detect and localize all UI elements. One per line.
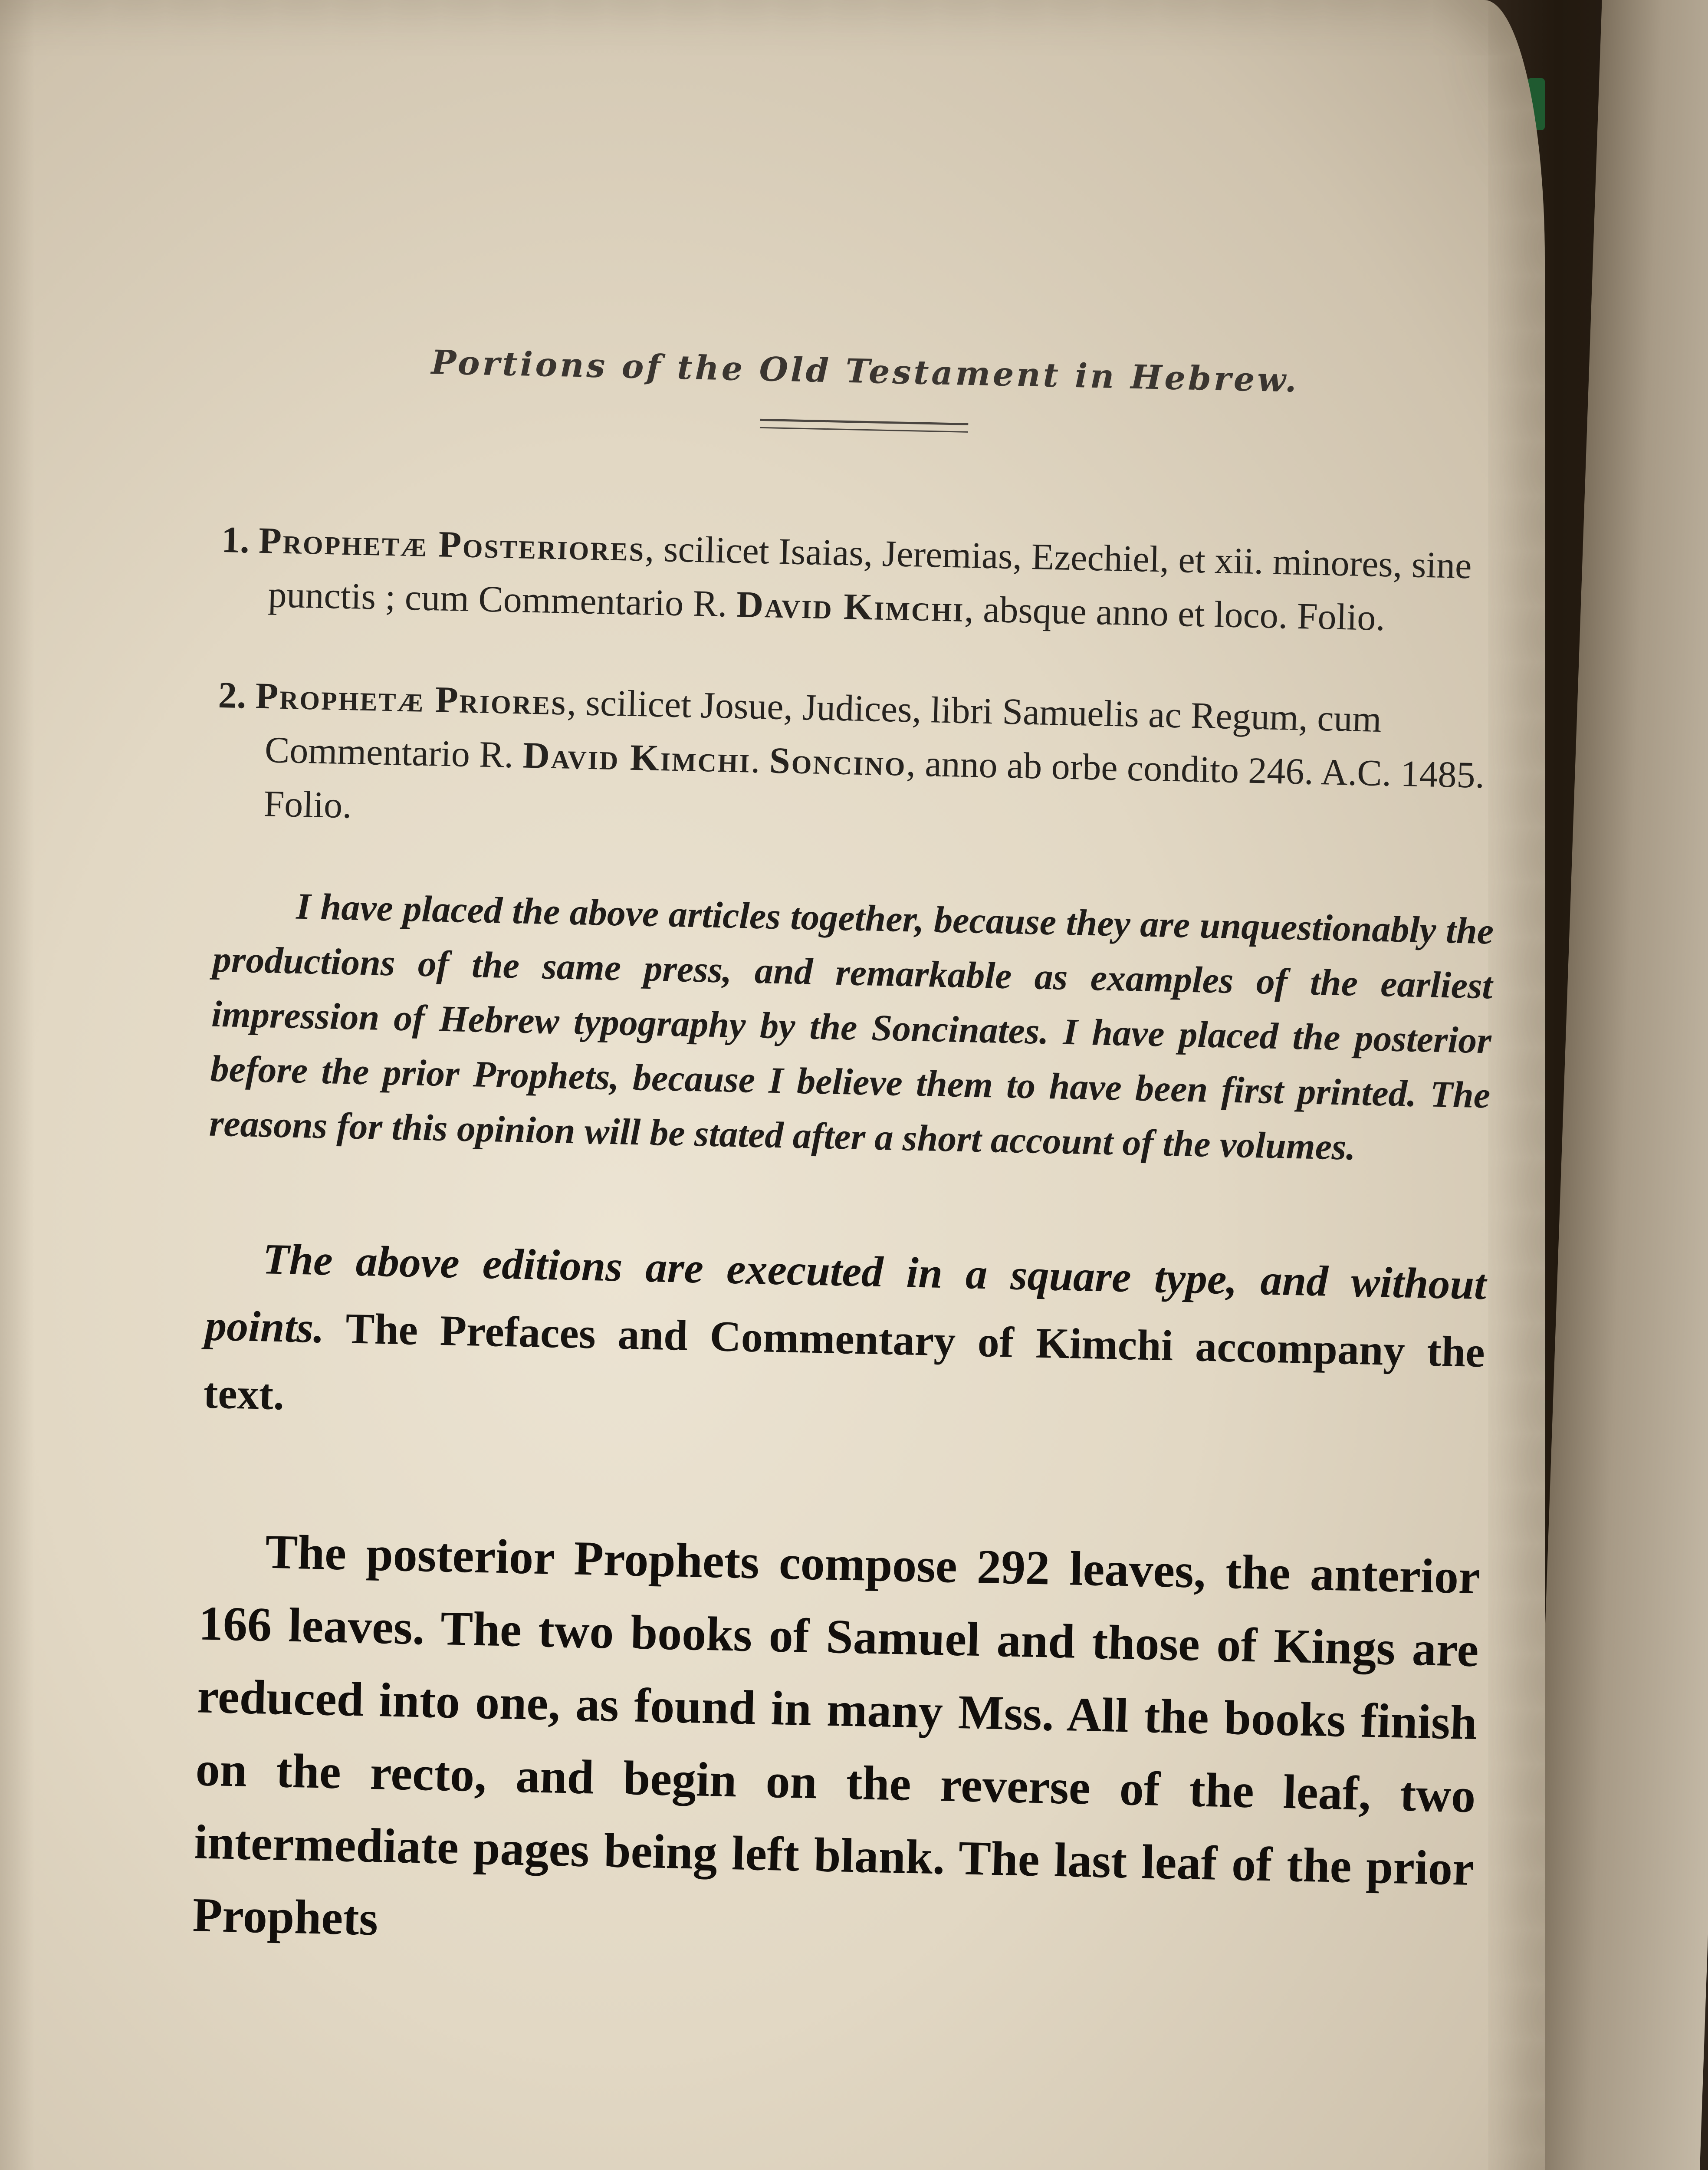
paragraph-text: The reasons for this opinion will be stated after a short account of the volumes. xyxy=(209,1072,1491,1168)
commentary-paragraph: The posterior Prophets compose 292 leaves, the anterior 166 leaves. The two books of Samuel and those of Kings are reduced into one, as found in many Mss. All the books finish on the recto, and begin on the reverse of the leaf, two intermediate pages being left blank. The last leaf of the prior Prophets xyxy=(192,1525,1481,1946)
catalog-entry xyxy=(215,668,1498,856)
heading-rule xyxy=(760,419,968,433)
entry-number: 2. xyxy=(217,674,247,717)
catalog-entry xyxy=(220,513,1502,647)
paragraph-text: The Prefaces and Commentary of Kimchi accompany the text. xyxy=(203,1304,1485,1419)
entry-text: . xyxy=(750,739,770,781)
commentary-paragraph xyxy=(209,877,1494,1177)
entry-text: , anno ab orbe condito 246. A.C. 1485. Folio. xyxy=(263,742,1485,826)
commentary-paragraph xyxy=(203,1224,1487,1454)
entry-author: David Kimchi xyxy=(736,583,965,630)
entry-text: , scilicet Josue, Judices, libri Samuelis ac Regum, cum Commentario R. xyxy=(264,681,1382,776)
section-heading: Portions of the Old Testament in Hebrew. xyxy=(430,342,1300,400)
page-gutter-shadow xyxy=(0,0,35,2170)
paragraph-text: The above editions are executed in a square type, and without points. xyxy=(204,1235,1487,1352)
entry-text: , absque anno et loco. Folio. xyxy=(964,588,1386,639)
entry-title: Prophetæ Posteriores xyxy=(258,519,646,569)
page-content xyxy=(192,339,1505,1978)
paragraph-text: I have placed the posterior before the prior Prophets, because I believe them to have been first printed. xyxy=(210,1010,1492,1115)
paragraph-text: I have placed the above articles together, because they are unquestionably the productions of the same press, and remarkable as examples of the earliest impression of Hebrew typography by the Soncinates. xyxy=(211,885,1494,1052)
entry-text: , scilicet Isaias, Jeremias, Ezechiel, et xii. minores, sine punctis ; cum Commentario R. xyxy=(267,527,1472,625)
entry-author: David Kimchi xyxy=(522,734,752,781)
entry-title: Prophetæ Priores xyxy=(255,674,568,723)
entry-place: Soncino xyxy=(769,739,907,784)
entry-number: 1. xyxy=(221,518,250,561)
